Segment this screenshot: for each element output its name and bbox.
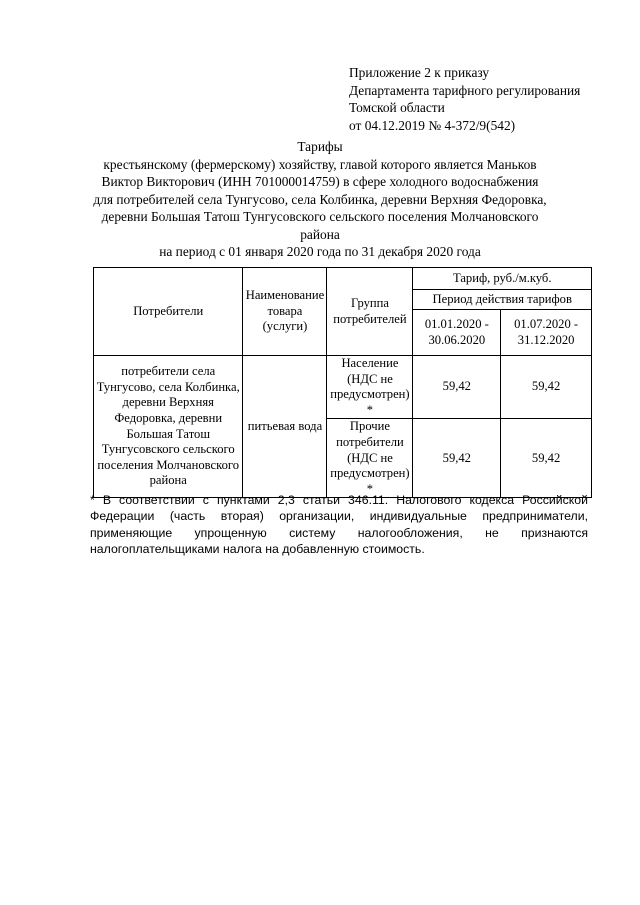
group-cell: Прочие потребители (НДС не предусмотрен) *: [327, 419, 413, 498]
appendix-line: Приложение 2 к приказу: [349, 65, 490, 80]
value-cell: 59,42: [413, 356, 501, 419]
title-line: района: [300, 226, 340, 242]
footnote-line: * В соответствии с пунктами 2,3 статьи 346.11. Налогового кодекса Российской: [90, 493, 588, 507]
appendix-line: Департамента тарифного регулирования: [349, 82, 581, 98]
tariff-table: [93, 267, 592, 498]
appendix-line: Томской области: [349, 100, 445, 115]
footnote-line: Федерации (часть вторая) организации, индивидуальные предприниматели,: [90, 509, 588, 524]
title-line: крестьянскому (фермерскому) хозяйству, главой которого является Маньков: [103, 156, 537, 172]
header-period: Период действия тарифов: [413, 290, 592, 310]
appendix-header: [349, 64, 629, 134]
title-line: Виктор Викторович (ИНН 701000014759) в сфере холодного водоснабжения: [101, 174, 539, 189]
header-product: Наименование товара (услуги): [243, 268, 327, 356]
header-consumers: Потребители: [94, 268, 243, 356]
table-row: [94, 356, 592, 419]
document-title: [60, 138, 580, 261]
footnote-line: применяющие упрощенную систему налогообложения, не признаются: [90, 525, 588, 540]
header-period-1: 01.01.2020 - 30.06.2020: [413, 310, 501, 356]
header-tariff: Тариф, руб./м.куб.: [413, 268, 592, 290]
value-cell: 59,42: [413, 419, 501, 498]
title-line: Тарифы: [297, 139, 343, 154]
header-group: Группа потребителей: [327, 268, 413, 356]
footnote: [90, 492, 588, 558]
product-cell: питьевая вода: [243, 356, 327, 498]
title-line: на период с 01 января 2020 года по 31 декабря 2020 года: [159, 244, 481, 259]
header-period-2: 01.07.2020 - 31.12.2020: [501, 310, 592, 356]
consumers-cell: потребители села Тунгусово, села Колбинка, деревни Верхняя Федоровка, деревни Большая Татош Тунгусовского сельского поселения Молчановского района: [94, 356, 243, 498]
title-line: для потребителей села Тунгусово, села Колбинка, деревни Верхняя Федоровка,: [93, 191, 547, 207]
value-cell: 59,42: [501, 356, 592, 419]
title-line: деревни Большая Татош Тунгусовского сельского поселения Молчановского: [101, 209, 539, 224]
group-cell: Население (НДС не предусмотрен) *: [327, 356, 413, 419]
appendix-line: от 04.12.2019 № 4-372/9(542): [349, 117, 516, 133]
footnote-line: налогоплательщиками налога на добавленную стоимость.: [90, 542, 425, 557]
value-cell: 59,42: [501, 419, 592, 498]
